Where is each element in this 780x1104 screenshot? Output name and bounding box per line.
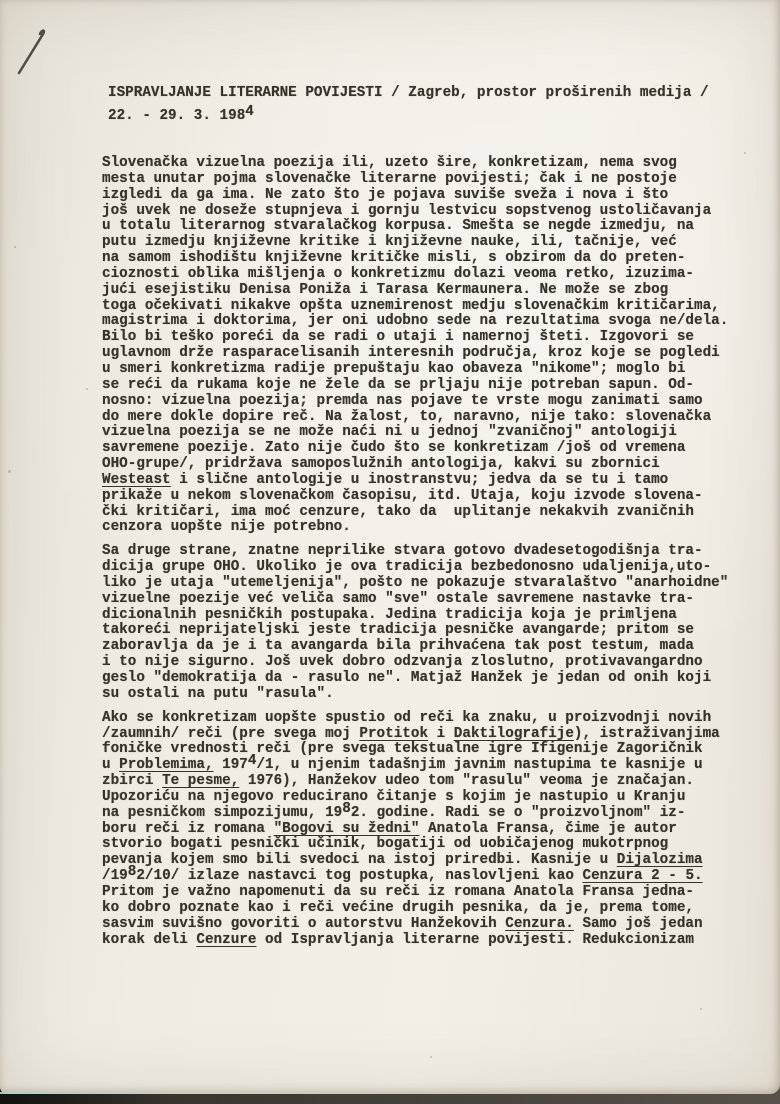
text-segment: Bilo bi teško poreći da se radi o utaji i namernoj šteti. Izgovori se <box>102 329 694 346</box>
text-line <box>102 711 728 727</box>
text-line <box>102 441 728 457</box>
raised-char: 8 <box>342 800 351 817</box>
text-segment: Samo još jedan <box>573 915 703 932</box>
text-line <box>102 727 728 743</box>
text-segment: dicionalnih pesničkih postupaka. Jedina tradicija koja je primljena <box>102 606 677 623</box>
scan-edge-highlight <box>0 1092 540 1094</box>
text-line <box>102 671 728 687</box>
underlined-text: Westeast <box>102 471 171 488</box>
text-segment: ), istraživanjima <box>573 725 720 742</box>
text-line <box>102 188 728 204</box>
text-segment: /zaumnih/ reči (pre svega moj <box>102 725 360 742</box>
text-line <box>102 330 728 346</box>
text-line <box>102 853 728 869</box>
underlined-text: Cenzura. <box>505 915 574 932</box>
text-segment: liko je utaja "utemeljenija", pošto ne pokazuje stvaralaštvo "anarhoidne" <box>102 574 729 591</box>
underlined-text: Protitok <box>359 725 429 742</box>
text-line <box>102 655 728 671</box>
underlined-text: Problemima, <box>119 757 214 774</box>
text-segment: Ako se konkretizam uopšte spustio od reči ka znaku, u proizvodnji novih <box>102 709 712 726</box>
text-line <box>102 753 728 774</box>
text-line <box>102 346 728 362</box>
text-line <box>102 864 728 885</box>
text-line <box>102 917 728 933</box>
text-segment: na pesničkom simpozijumu, 19 <box>102 804 343 821</box>
text-line <box>102 267 728 283</box>
text-line <box>102 378 728 394</box>
text-segment: od Ispravljanja literarne povijesti. Redukcionizam <box>256 931 694 948</box>
text-segment: u totalu literarnog stvaralačkog korpusa. Smešta se negde izmedju, na <box>102 218 694 235</box>
text-segment: foničke vrednosti reči (pre svega tekstualne igre Ifigenije Zagoričnik <box>102 741 703 758</box>
title-line-1: ISPRAVLJANJE LITERARNE POVIJESTI / Zagreb, prostor proširenih medija / <box>108 85 709 101</box>
paper-speck <box>744 152 746 154</box>
text-line <box>102 172 728 188</box>
text-line <box>102 156 728 172</box>
text-segment: Slovenačka vizuelna poezija ili, uzeto šire, konkretizam, nema svog <box>102 155 677 171</box>
text-line <box>102 457 728 473</box>
text-segment: /19 <box>102 868 128 885</box>
text-line <box>102 520 728 536</box>
paper-speck <box>86 388 88 390</box>
text-segment: 197 <box>213 757 248 774</box>
paper-speck <box>430 1056 432 1058</box>
text-segment: mesta unutar pojma slovenačke literarne povijesti; čak i ne postoje <box>102 170 677 187</box>
text-line <box>102 933 728 949</box>
text-segment: cenzora uopšte nije potrebno. <box>102 519 351 536</box>
title-line-2 <box>108 105 709 128</box>
text-line <box>102 576 728 592</box>
underlined-text: Te pesme, <box>162 773 240 790</box>
underlined-text: "Bogovi su žedni" <box>273 820 420 837</box>
text-segment: boru reči iz romana <box>102 820 274 837</box>
text-segment: ko dobro poznate kao i reči većine drugih pesnika, da je, prema tome, <box>102 899 694 916</box>
text-segment: 22. - 29. 3. 198 <box>108 108 246 124</box>
text-line <box>102 901 728 917</box>
text-line <box>102 362 728 378</box>
text-segment: /1, u njenim tadašnjim javnim nastupima te kasnije u <box>256 757 703 774</box>
text-segment: stvorio bogati pesnički učinik, bogatiji od uobičajenog mukotrpnog <box>102 836 669 853</box>
text-line <box>102 592 728 608</box>
underlined-text: Daktilografije <box>453 725 574 742</box>
text-line <box>102 314 728 330</box>
text-line <box>102 639 728 655</box>
paragraph <box>102 711 728 949</box>
text-line <box>102 790 728 806</box>
document-body <box>102 156 728 956</box>
text-segment: magistrima i doktorima, jer oni udobno sede na rezultatima svoga ne/dela. <box>102 313 729 330</box>
text-segment: na samom ishodištu književne kritičke misli, s obzirom da do preten- <box>102 250 686 267</box>
text-segment: cioznosti oblika mišljenja o konkretizmu dolazi veoma retko, izuzima- <box>102 265 694 282</box>
paragraph <box>102 544 728 702</box>
text-segment: u <box>102 757 120 774</box>
paragraph <box>102 156 728 536</box>
text-line <box>102 742 728 758</box>
text-segment: Pritom je važno napomenuti da su reči iz romana Anatola Fransa jedna- <box>102 883 694 900</box>
text-segment: jući esejistiku Denisa Poniža i Tarasa Kermaunera. Ne može se zbog <box>102 281 669 298</box>
text-line <box>102 204 728 220</box>
text-segment: još uvek ne doseže stupnjeva i gornju lestvicu sopstvenog ustoličavanja <box>102 202 712 219</box>
text-segment: se reći da rukama koje ne žele da se prljaju nije potreban sapun. Od- <box>102 376 694 393</box>
raised-char: 4 <box>245 104 254 120</box>
text-segment: 2/10/ izlaze nastavci tog postupka, naslovljeni kao <box>136 868 583 885</box>
text-segment: izgledi da ga ima. Ne zato što je pojava suviše sveža i nova i što <box>102 186 669 203</box>
underlined-text: Cenzure <box>196 931 257 948</box>
text-segment: vizuelna poezija se ne može naći ni u jednoj "zvaničnoj" antologiji <box>102 424 677 441</box>
text-line <box>102 623 728 639</box>
text-segment: sasvim suvišno govoriti o autorstvu Hanžekovih <box>102 915 506 932</box>
text-segment: i <box>428 725 454 742</box>
text-segment: Upozoriću na njegovo reducirano čitanje s kojim je nastupio u Kranju <box>102 788 686 805</box>
text-segment: dicija grupe OHO. Ukoliko je ova tradicija bezbedonosno udaljenija,uto- <box>102 559 712 576</box>
text-line <box>102 544 728 560</box>
text-segment: do mere dokle dopire reč. Na žalost, to, naravno, nije tako: slovenačka <box>102 408 712 425</box>
text-segment: 1976), Hanžekov udeo tom "rasulu" veoma je značajan. <box>239 773 694 790</box>
text-line <box>102 837 728 853</box>
text-segment: prikaže u nekom slovenačkom časopisu, itd. Utaja, koju izvode slovena- <box>102 487 703 504</box>
text-line <box>102 687 728 703</box>
text-line <box>102 473 728 489</box>
text-line <box>102 410 728 426</box>
text-segment: putu izmedju književne kritike i književne nauke, ili, tačnije, već <box>102 234 677 251</box>
underlined-text: Dijalozima <box>616 852 703 869</box>
text-line <box>102 219 728 235</box>
text-segment: u smeri konkretizma radije prepuštaju kao obaveza "nikome"; moglo bi <box>102 360 686 377</box>
text-segment: toga očekivati nikakve opšta uznemirenost medju slovenačkim kritičarima, <box>102 297 720 314</box>
text-segment: vizuelne poezije već veliča samo "sve" ostale savremene nastavke tra- <box>102 590 694 607</box>
text-segment: Anatola Fransa, čime je autor <box>419 820 677 837</box>
pen-mark-icon <box>10 27 50 81</box>
text-segment: savremene poezije. Zato nije čudo što se konkretizam /još od vremena <box>102 440 686 457</box>
text-segment: čki kritičari, ima moć cenzure, tako da uplitanje nekakvih zvaničnih <box>102 503 694 520</box>
paper-speck <box>14 246 16 248</box>
text-line <box>102 394 728 410</box>
text-line <box>102 235 728 251</box>
text-segment: takoreći neprijateljski jeste tradicija pesničke avangarde; pritom se <box>102 622 694 639</box>
text-segment: geslo "demokratija da - rasulo ne". Matjaž Hanžek je jedan od onih koji <box>102 670 712 686</box>
underlined-text: Cenzura 2 - 5. <box>582 868 703 885</box>
text-line <box>102 251 728 267</box>
text-line <box>102 885 728 901</box>
text-segment: i to nije sigurno. Još uvek dobro odzvanja zloslutno, protivavangardno <box>102 654 703 671</box>
text-line <box>102 489 728 505</box>
paper-speck <box>8 470 11 473</box>
text-segment: su ostali na putu "rasula". <box>102 685 334 702</box>
text-segment: zaboravlja da je i ta avangarda bila prihvaćena tak post testum, mada <box>102 638 694 655</box>
text-segment: OHO-grupe/, pridržava samoposlužnih antologija, kakvi su zbornici <box>102 456 660 473</box>
text-line <box>102 774 728 790</box>
raised-char: 4 <box>247 753 257 770</box>
text-segment: Sa druge strane, znatne neprilike stvara gotovo dvadesetogodišnja tra- <box>102 543 703 560</box>
raised-char: 8 <box>127 864 137 881</box>
text-line <box>102 283 728 299</box>
text-segment: i slične antologije u inostranstvu; jedva da se tu i tamo <box>170 471 669 488</box>
paper-speck <box>700 1008 702 1010</box>
text-segment: zbirci <box>102 773 163 790</box>
text-line <box>102 425 728 441</box>
text-segment: nosno: vizuelna poezija; premda nas pojave te vrste mogu zanimati samo <box>102 392 703 409</box>
text-line <box>102 800 728 822</box>
document-title <box>108 82 709 128</box>
text-segment: korak deli <box>102 931 197 948</box>
text-segment: 2. godine. Radi se o "proizvoljnom" iz- <box>350 804 686 821</box>
text-segment: uglavnom drže rasparacelisanih interesnih područja, kroz koje se pogledi <box>102 345 720 362</box>
text-segment: pevanja kojem smo bili svedoci na istoj priredbi. Kasnije u <box>102 852 617 869</box>
text-line <box>102 560 728 576</box>
